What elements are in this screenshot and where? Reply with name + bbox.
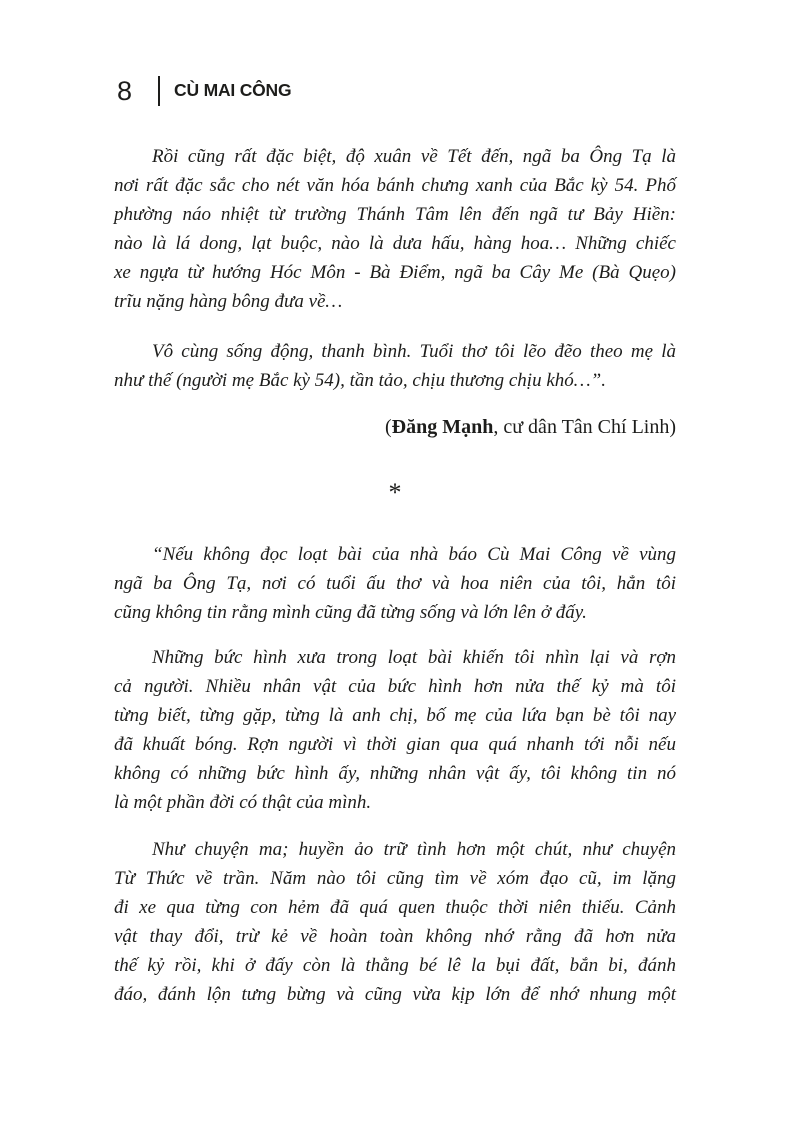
- text-line: là một phần đời có thật của mình.: [114, 792, 372, 813]
- page-body: [114, 142, 676, 1009]
- text-line: nơi rất đặc sắc cho nét văn hóa bánh chưng xanh của Bắc kỳ 54. Phố: [114, 175, 676, 196]
- text-line: Vô cùng sống động, thanh bình. Tuổi thơ tôi lẽo đẽo theo mẹ là: [152, 341, 676, 362]
- text-line: “Nếu không đọc loạt bài của nhà báo Cù Mai Công về vùng: [152, 544, 676, 565]
- text-line: ngã ba Ông Tạ, nơi có tuổi ấu thơ và hoa niên của tôi, hẳn tôi: [114, 573, 676, 594]
- text-line: xe ngựa từ hướng Hóc Môn - Bà Điểm, ngã ba Cây Me (Bà Quẹo): [114, 262, 676, 283]
- book-title: CÙ MAI CÔNG: [174, 80, 292, 101]
- quote-paragraph: [114, 643, 676, 817]
- text-line: đã khuất bóng. Rợn người vì thời gian qua quá nhanh tới nỗi nếu: [114, 734, 676, 755]
- quote-paragraph: [114, 142, 676, 316]
- text-line: nào là lá dong, lạt buộc, nào là dưa hấu, hàng hoa… Những chiếc: [114, 233, 676, 254]
- text-line: từng biết, từng gặp, từng là anh chị, bố mẹ của lứa bạn bè tôi nay: [114, 705, 676, 726]
- attribution-prefix: (: [384, 416, 392, 438]
- attribution-name: Đăng Mạnh: [391, 416, 494, 438]
- text-line: phường náo nhiệt từ trường Thánh Tâm lên đến ngã tư Bảy Hiền:: [114, 204, 676, 225]
- text-line: vật thay đổi, trừ kẻ về hoàn toàn không nhớ rằng đã hơn nửa: [114, 926, 676, 947]
- text-line: Rồi cũng rất đặc biệt, độ xuân về Tết đến, ngã ba Ông Tạ là: [152, 146, 676, 167]
- text-line: trĩu nặng hàng bông đưa về…: [114, 291, 343, 312]
- text-line: như thế (người mẹ Bắc kỳ 54), tần tảo, chịu thương chịu khó…”.: [114, 370, 606, 391]
- text-line: thế kỷ rồi, khi ở đấy còn là thằng bé lê la bụi đất, bắn bi, đánh: [114, 955, 676, 976]
- text-line: cũng không tin rằng mình cũng đã từng sống và lớn lên ở đấy.: [114, 602, 587, 623]
- quote-attribution: [114, 413, 676, 442]
- text-line: đáo, đánh lộn tưng bừng và cũng vừa kịp lớn để nhớ nhung một: [114, 984, 676, 1005]
- section-separator-asterisk: *: [388, 478, 402, 507]
- text-line: Như chuyện ma; huyền ảo trữ tình hơn một chút, như chuyện: [152, 839, 676, 860]
- text-line: Từ Thức về trần. Năm nào tôi cũng tìm về xóm đạo cũ, im lặng: [114, 868, 676, 889]
- quote-paragraph: [114, 540, 676, 627]
- running-header: [117, 74, 291, 108]
- quote-paragraph: [114, 337, 676, 395]
- text-line: không có những bức hình ấy, những nhân vật ấy, tôi không tin nó: [114, 763, 676, 784]
- quote-paragraph: [114, 835, 676, 1009]
- text-line: đi xe qua từng con hẻm đã quá quen thuộc thời niên thiếu. Cảnh: [114, 897, 676, 918]
- header-divider: [158, 76, 160, 106]
- attribution-detail: , cư dân Tân Chí Linh): [493, 416, 676, 438]
- page-number: 8: [117, 75, 133, 106]
- quote-block-2: [114, 540, 676, 1009]
- text-line: cả người. Nhiều nhân vật của bức hình hơn nửa thế kỷ mà tôi: [114, 676, 676, 697]
- quote-block-1: [114, 142, 676, 442]
- text-line: Những bức hình xưa trong loạt bài khiến tôi nhìn lại và rợn: [152, 647, 676, 668]
